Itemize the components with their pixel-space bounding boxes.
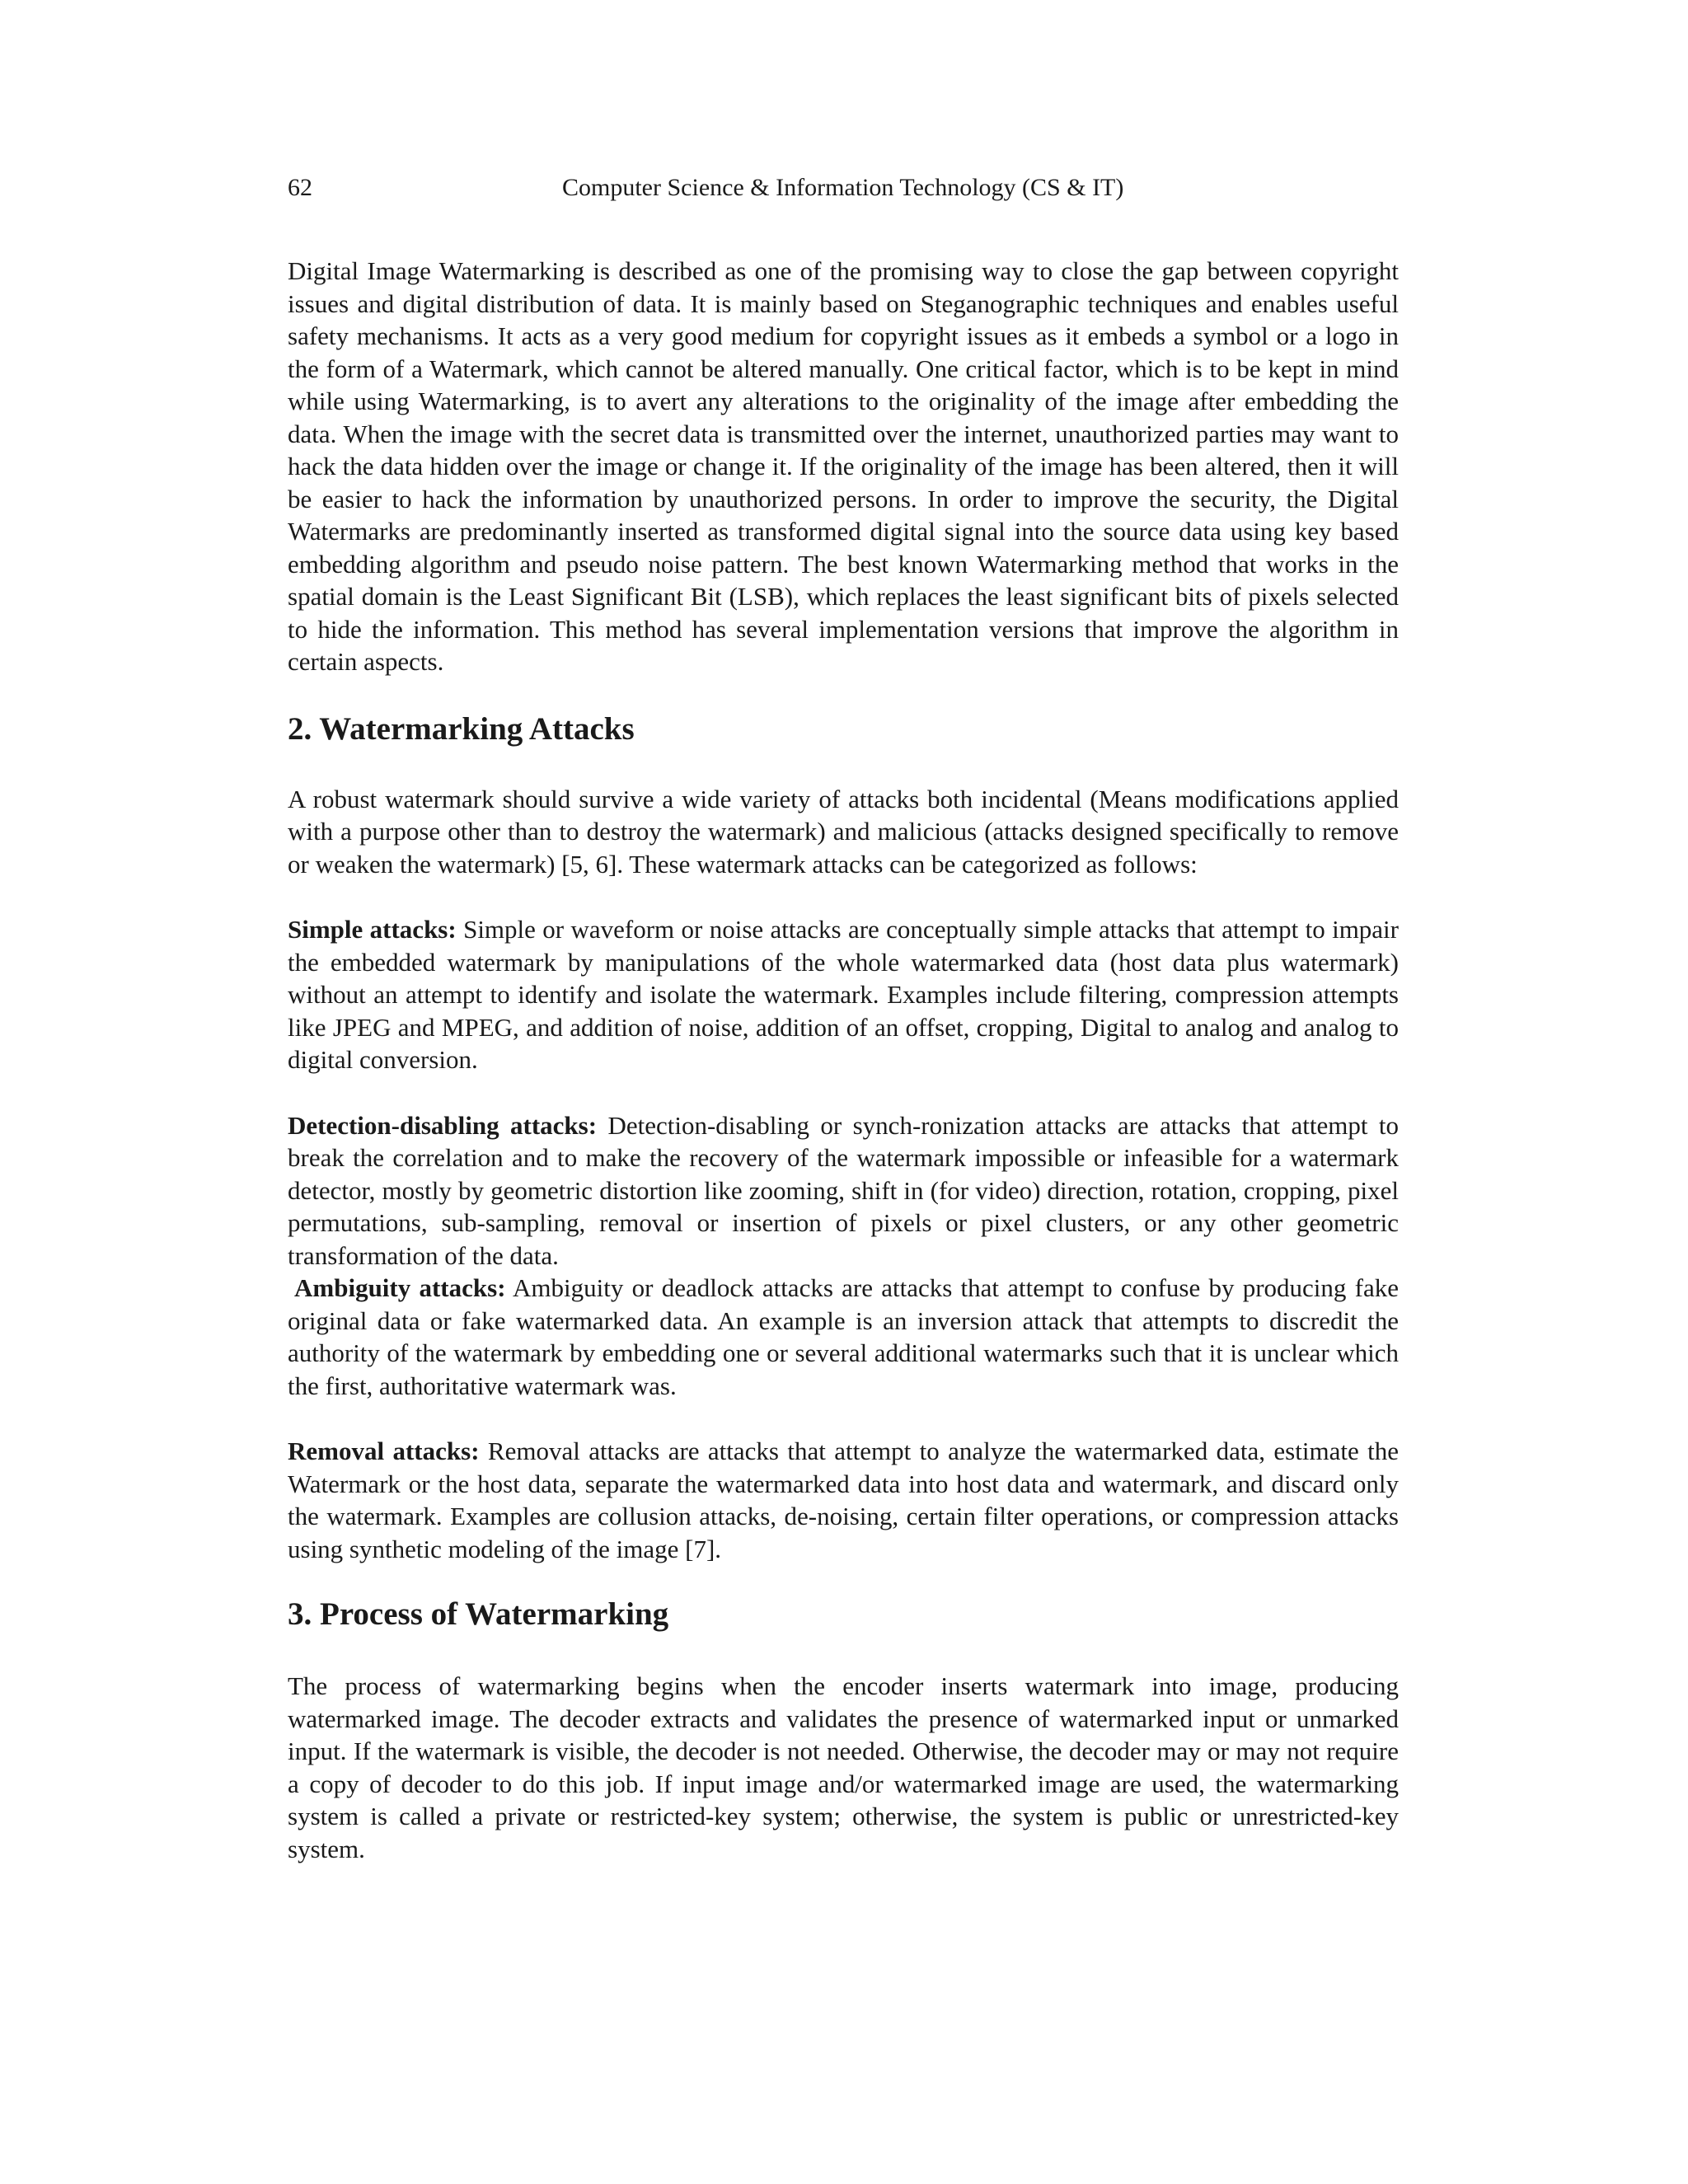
simple-attacks-paragraph [288,913,1399,1076]
intro-paragraph: Digital Image Watermarking is described as one of the promising way to close the gap between copyright issues and digital distribution of data. It is mainly based on Steganographic techniques and enables useful safety mechanisms. It acts as a very good medium for copyright issues as it embeds a symbol or a logo in the form of a Watermark, which cannot be altered manually. One critical factor, which is to be kept in mind while using Watermarking, is to avert any alterations to the originality of the image after embedding the data. When the image with the secret data is transmitted over the internet, unauthorized parties may want to hack the data hidden over the image or change it. If the originality of the image has been altered, then it will be easier to hack the information by unauthorized persons. In order to improve the security, the Digital Watermarks are predominantly inserted as transformed digital signal into the source data using key based embedding algorithm and pseudo noise pattern. The best known Watermarking method that works in the spatial domain is the Least Significant Bit (LSB), which replaces the least significant bits of pixels selected to hide the information. This method has several implementation versions that improve the algorithm in certain aspects. [288,256,1399,676]
ambiguity-attacks-paragraph [288,1272,1399,1402]
process-paragraph: The process of watermarking begins when the encoder inserts watermark into image, producing watermarked image. The decoder extracts and validates the presence of watermarked input or unmarked input. If the watermark is visible, the decoder is not needed. Otherwise, the decoder may or may not require a copy of decoder to do this job. If input image and/or watermarked image are used, the watermarking system is called a private or restricted-key system; otherwise, the system is public or unrestricted-key system. [288,1671,1399,1863]
detection-attacks-paragraph [288,1109,1399,1272]
detection-attacks-text: Detection-disabling or synch-ronization attacks are attacks that attempt to break the correlation and to make the recovery of the watermark impossible or infeasible for a watermark detector, mostly by geometric distortion like zooming, shift in (for video) direction, rotation, cropping, pixel permutations, sub-sampling, removal or insertion of pixels or pixel clusters, or any other geometric transformation of the data. [288,1110,1399,1270]
page-number: 62 [288,174,312,201]
ambiguity-attacks-lead: Ambiguity attacks: [294,1273,506,1302]
removal-attacks-lead: Removal attacks: [288,1436,480,1465]
removal-attacks-text: Removal attacks are attacks that attempt to analyze the watermarked data, estimate the Watermark or the host data, separate the watermarked data into host data and watermark, and discard only the watermark. Examples are collusion attacks, de-noising, certain filter operations, or compression attacks using synthetic modeling of the image [7]. [288,1436,1399,1563]
section-heading-attacks: 2. Watermarking Attacks [288,710,635,747]
page [288,171,1399,1865]
ambiguity-attacks-text: Ambiguity or deadlock attacks are attacks that attempt to confuse by producing fake original data or fake watermarked data. An example is an inversion attack that attempts to discredit the authority of the watermark by embedding one or several additional watermarks such that it is unclear which the first, authoritative watermark was. [288,1273,1399,1400]
simple-attacks-lead: Simple attacks: [288,915,457,944]
removal-attacks-paragraph [288,1435,1399,1565]
detection-attacks-lead: Detection-disabling attacks: [288,1110,598,1140]
running-header [288,171,1399,204]
attacks-intro-paragraph: A robust watermark should survive a wide variety of attacks both incidental (Means modifications applied with a purpose other than to destroy the watermark) and malicious (attacks designed specifically to remove or weaken the watermark) [5, 6]. These watermark attacks can be categorized as follows: [288,784,1399,879]
journal-title: Computer Science & Information Technology (CS & IT) [562,174,1124,201]
section-heading-process: 3. Process of Watermarking [288,1596,669,1632]
simple-attacks-text: Simple or waveform or noise attacks are conceptually simple attacks that attempt to impair the embedded watermark by manipulations of the whole watermarked data (host data plus watermark) without an attempt to identify and isolate the watermark. Examples include filtering, compression attempts like JPEG and MPEG, and addition of noise, addition of an offset, cropping, Digital to analog and analog to digital conversion. [288,915,1399,1074]
